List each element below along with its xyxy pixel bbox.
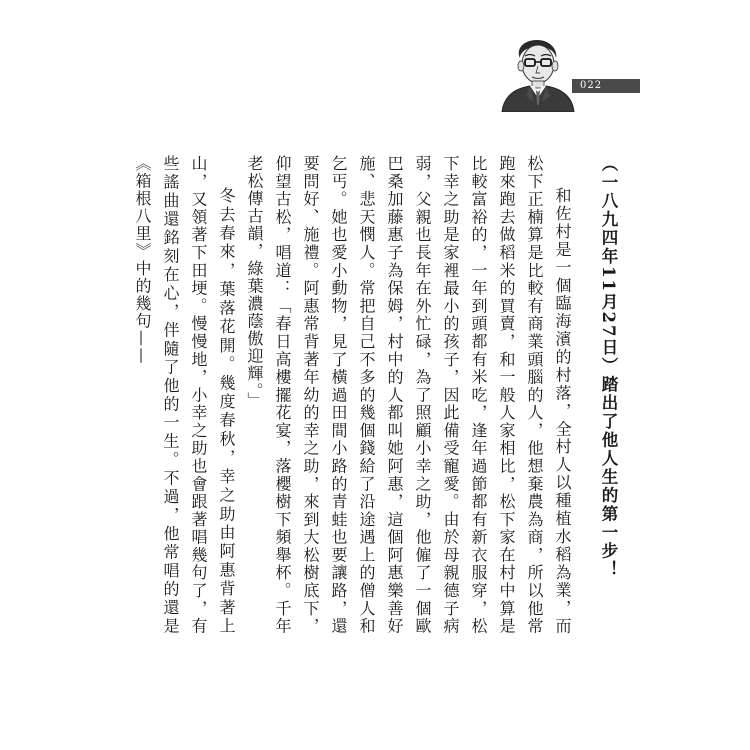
vertical-text-block [133,155,622,635]
author-portrait-icon [496,36,578,112]
page-number: 022 [580,80,603,91]
paragraph: 和佐村是一個臨海濱的村落，全村人以種植水稻為業，而松下正楠算是比較有商業頭腦的人，他想棄農為商，所以他常跑來跑去做稻米的買賣，和一般人家相比，松下家在村中算是比較富裕的，一年到頭都有米吃，逢年過節都有新衣服穿，松下幸之助是家裡最小的孩子，因此備受寵愛。由於母親德子病弱，父親也長年在外忙碌，為了照顧小幸之助，他僱了一個歐巴桑加藤惠子為保姆，村中的人都叫她阿惠，這個阿惠樂善好施、悲天憫人。常把自己不多的幾個錢給了沿途遇上的僧人和乞丐。她也愛小動物，見了橫過田間小路的青蛙也要讓路，還要問好、施禮。阿惠常背著年幼的幸之助，來到大松樹底下，仰望古松，唱道：「春日高樓擺花宴，落櫻樹下頻舉杯。千年老松傳古韻，綠葉濃蔭傲迎輝。」 [245,155,572,635]
paragraph: 冬去春來，葉落花開。幾度春秋，幸之助由阿惠背著上山，又領著下田埂。慢慢地，小幸之助也會跟著唱幾句了，有些謠曲還銘刻在心，伴隨了他的一生。不過，他常唱的還是《箱根八里》中的幾句—— [133,155,236,635]
section-heading: （一八九四年11月27日）踏出了他人生的第一步！ [599,155,618,579]
page-number-bar [572,79,640,93]
